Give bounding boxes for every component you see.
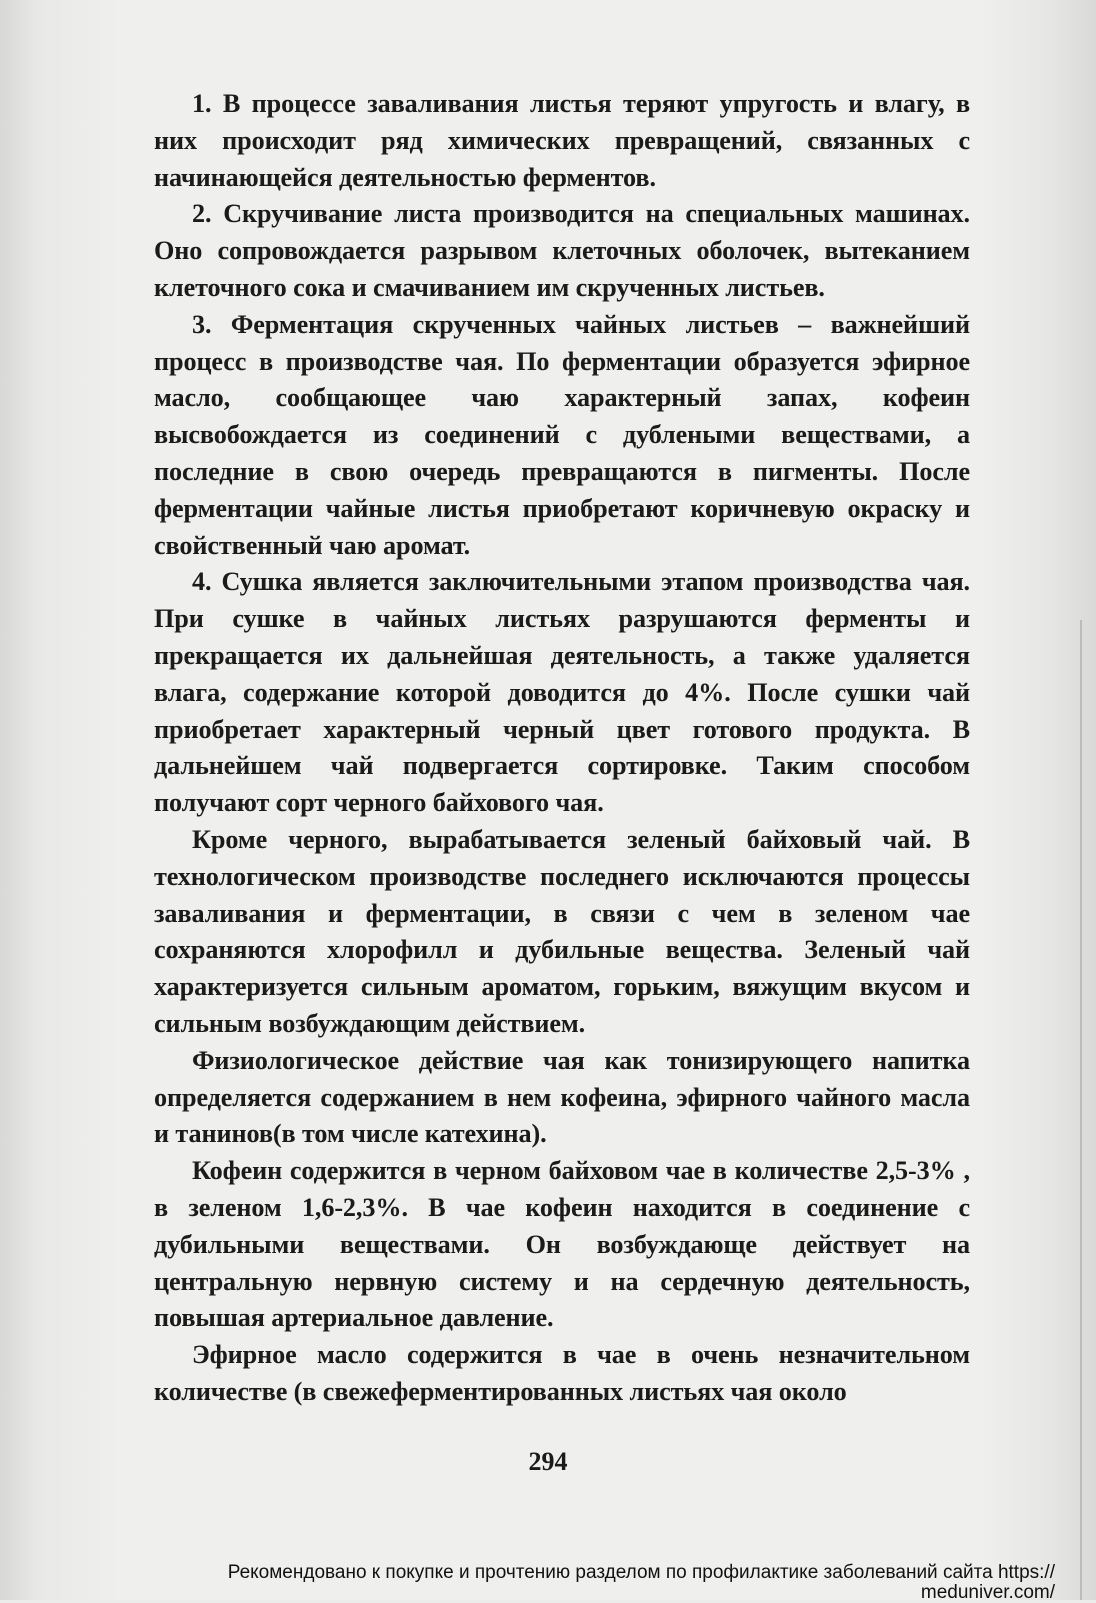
footer-link[interactable]: meduniver.com/ <box>920 1582 1055 1603</box>
paragraph-1: 1. В процессе заваливания листья теряют упругость и влагу, в них происходит ряд химических превращений, связанных с начинающейся деятельностью ферментов. <box>154 89 970 192</box>
paragraph-5: Кроме черного, вырабатывается зеленый байховый чай. В технологическом производстве последнего исключаются процессы заваливания и ферментации, в связи с чем в зеленом чае сохраняются хлорофилл и дубильные вещества. Зеленый чай характеризуется сильным ароматом, горьким, вяжущим вкусом и сильным возбуждающим действием. <box>154 824 970 1038</box>
paragraph-6: Физиологическое действие чая как тонизирующего напитка определяется содержанием в нем кофеина, эфирного чайного масла и танинов(в том числе катехина). <box>154 1045 970 1149</box>
page-number: 294 <box>528 1447 568 1476</box>
paragraph-4: 4. Сушка является заключительными этапом производства чая. При сушке в чайных листьях разрушаются ферменты и прекращается их дальнейшая деятельность, а также удаляется влага, содержание которой доводится до 4%. После сушки чай приобретает характерный черный цвет готового продукта. В дальнейшем чай подвергается сортировке. Таким способом получают сорт черного байхового чая. <box>154 567 970 818</box>
paragraph-7: Кофеин содержится в черном байховом чае в количестве 2,5-3% , в зеленом 1,6-2,3%. В чае кофеин находится в соединение с дубильными веществами. Он возбуждающе действует на центральную нервную систему и на сердечную деятельность, повышая артериальное давление. <box>154 1156 970 1333</box>
body-text <box>154 86 970 1411</box>
paragraph-2: 2. Скручивание листа производится на специальных машинах. Оно сопровождается разрывом клеточных оболочек, вытеканием клеточного сока и смачиванием им скрученных листьев. <box>154 199 970 302</box>
footer-note <box>120 1563 1055 1603</box>
footer-text: Рекомендовано к покупке и прочтению разделом по профилактике заболеваний сайта https:// <box>227 1562 1055 1583</box>
paragraph-8: Эфирное масло содержится в чае в очень незначительном количестве (в свежеферментированных листьях чая около <box>154 1340 970 1406</box>
paragraph-3: 3. Ферментация скрученных чайных листьев – важнейший процесс в производстве чая. По ферментации образуется эфирное масло, сообщающее чаю характерный запах, кофеин высвобождается из соединений с дублеными веществами, а последние в свою очередь превращаются в пигменты. После ферментации чайные листья приобретают коричневую окраску и свойственный чаю аромат. <box>154 309 970 560</box>
